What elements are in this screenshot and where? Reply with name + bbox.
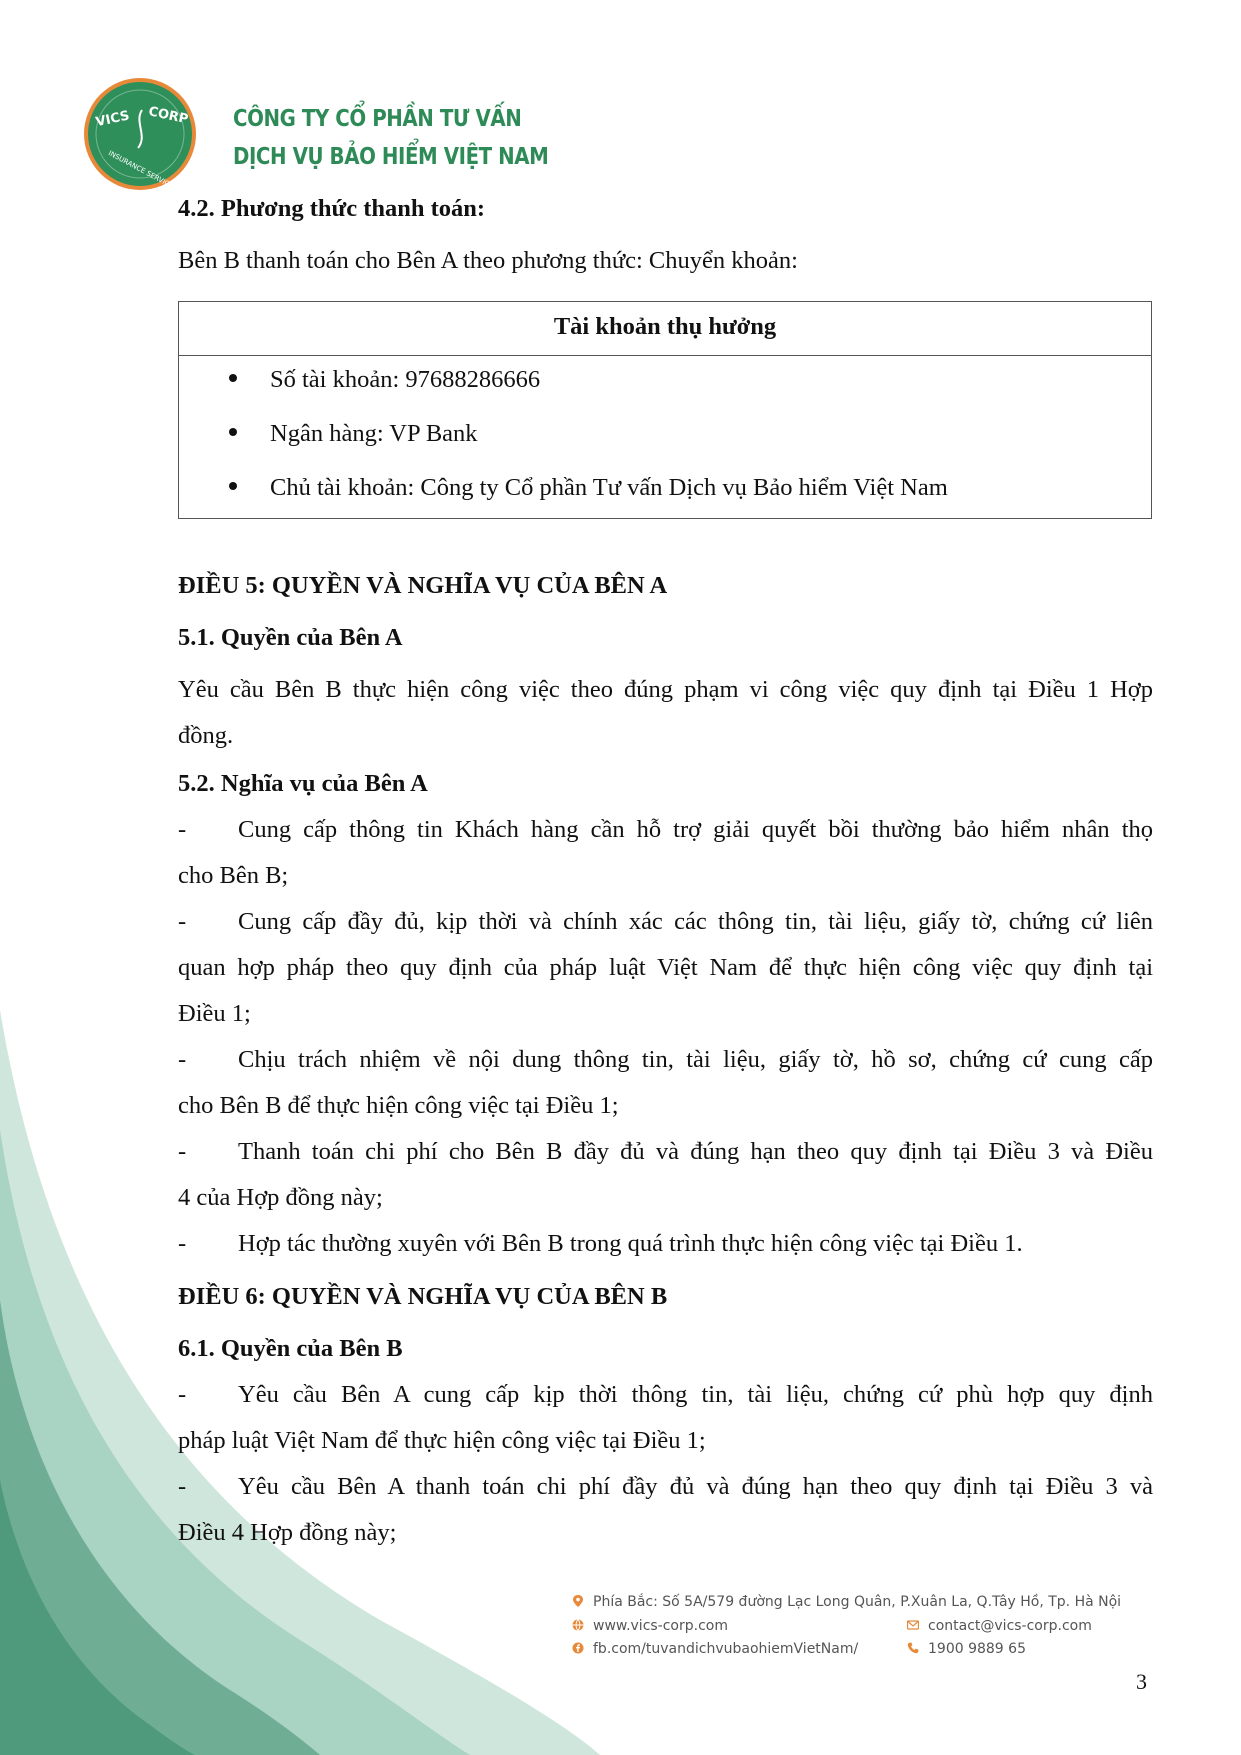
beneficiary-table-title: Tài khoản thụ hưởng [179,302,1151,356]
footer-email: contact@vics-corp.com [907,1615,1092,1638]
list-item-account-number: Số tài khoản: 97688286666 [229,366,540,394]
company-name-line2: DỊCH VỤ BẢO HIỂM VIỆT NAM [233,144,549,170]
duty-3-line2: cho Bên B để thực hiện công việc tại Điều 1; [178,1092,619,1119]
article5-rights-text-line1: Yêu cầu Bên B thực hiện công việc theo đúng phạm vi công việc quy định tại Điều 1 Hợp [178,676,1153,703]
bullet-icon [229,482,237,490]
page-number: 3 [1136,1669,1147,1694]
svg-text:CORP: CORP [147,104,190,128]
facebook-icon [572,1642,584,1654]
duty-1-line2: cho Bên B; [178,862,289,889]
duty-1-line1: - Cung cấp thông tin Khách hàng cần hỗ trợ giải quyết bồi thường bảo hiểm nhân thọ [178,816,1153,843]
payment-intro: Bên B thanh toán cho Bên A theo phương thức: Chuyển khoản: [178,247,798,274]
duty-3-line1: - Chịu trách nhiệm về nội dung thông tin, tài liệu, giấy tờ, hồ sơ, chứng cứ cung cấp [178,1046,1153,1073]
company-name-line1: CÔNG TY CỔ PHẦN TƯ VẤN [233,106,522,132]
company-name [233,100,548,176]
mail-icon [907,1619,919,1631]
footer-website: www.vics-corp.com [572,1615,728,1638]
article5-heading: ĐIỀU 5: QUYỀN VÀ NGHĨA VỤ CỦA BÊN A [178,572,668,599]
article5-rights-heading: 5.1. Quyền của Bên A [178,624,403,651]
payment-heading: 4.2. Phương thức thanh toán: [178,195,486,222]
duty-5-line1: - Hợp tác thường xuyên với Bên B trong quá trình thực hiện công việc tại Điều 1. [178,1230,1023,1257]
article5-duties-heading: 5.2. Nghĩa vụ của Bên A [178,770,428,797]
beneficiary-account-table [178,301,1152,519]
bullet-icon [229,374,237,382]
svg-text:VICS: VICS [94,108,131,131]
article6-heading: ĐIỀU 6: QUYỀN VÀ NGHĨA VỤ CỦA BÊN B [178,1283,668,1310]
footer-facebook: fb.com/tuvandichvubaohiemVietNam/ [572,1638,858,1661]
phone-icon [907,1642,919,1654]
right-2-line2: Điều 4 Hợp đồng này; [178,1519,397,1546]
svg-text:INSURANCE SERVICES: INSURANCE SERVICES [106,149,179,192]
location-pin-icon [572,1595,584,1607]
company-logo [82,76,198,192]
right-1-line1: - Yêu cầu Bên A cung cấp kịp thời thông tin, tài liệu, chứng cứ phù hợp quy định [178,1381,1153,1408]
footer-phone: 1900 9889 65 [907,1638,1026,1661]
right-1-line2: pháp luật Việt Nam để thực hiện công việc tại Điều 1; [178,1427,706,1454]
footer-address: Phía Bắc: Số 5A/579 đường Lạc Long Quân, P.Xuân La, Q.Tây Hồ, Tp. Hà Nội [572,1591,1121,1614]
article6-rights-heading: 6.1. Quyền của Bên B [178,1335,403,1362]
duty-2-line3: Điều 1; [178,1000,251,1027]
right-2-line1: - Yêu cầu Bên A thanh toán chi phí đầy đủ và đúng hạn theo quy định tại Điều 3 và [178,1473,1153,1500]
duty-2-line2: quan hợp pháp theo quy định của pháp luật Việt Nam để thực hiện công việc quy định tại [178,954,1153,981]
bullet-icon [229,428,237,436]
duty-4-line2: 4 của Hợp đồng này; [178,1184,383,1211]
article5-rights-text-line2: đồng. [178,722,234,749]
list-item-bank: Ngân hàng: VP Bank [229,420,478,448]
list-item-account-holder: Chủ tài khoản: Công ty Cổ phần Tư vấn Dịch vụ Bảo hiểm Việt Nam [229,474,948,502]
duty-2-line1: - Cung cấp đầy đủ, kịp thời và chính xác các thông tin, tài liệu, giấy tờ, chứng cứ liên [178,908,1153,935]
globe-icon [572,1619,584,1631]
duty-4-line1: - Thanh toán chi phí cho Bên B đầy đủ và đúng hạn theo quy định tại Điều 3 và Điều [178,1138,1153,1165]
